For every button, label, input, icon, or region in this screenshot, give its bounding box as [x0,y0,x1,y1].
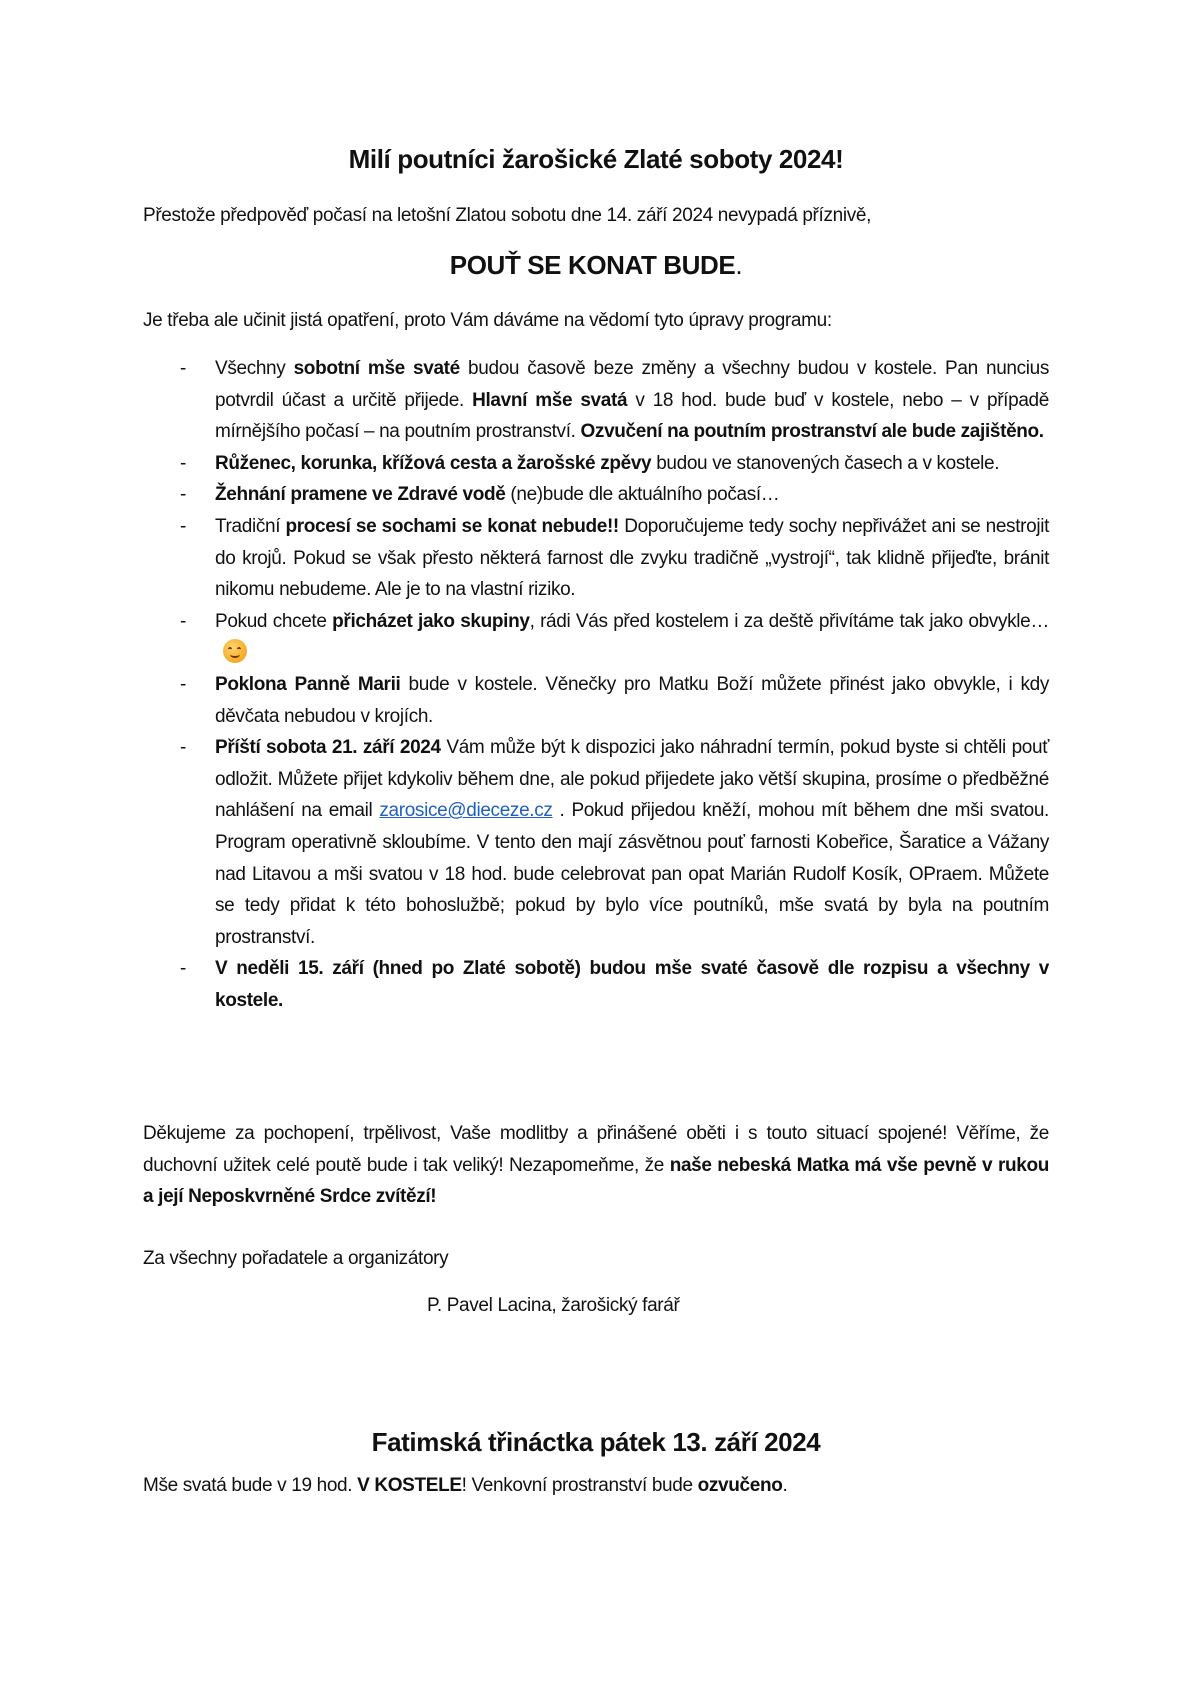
text: Vám může být k dispozici jako náhradní termín, pokud byste si chtěli pouť odložit. Můžete přijet kdykoliv během dne, ale pokud přijedete jako větší skupina, prosíme o předběžné nahlášení na email [215,737,1049,822]
section-title-fatima: Fatimská třináctka pátek 13. září 2024 [371,1427,821,1457]
bullet-dash: - [180,673,186,695]
bullet-dash: - [180,737,186,759]
list-item [143,511,1049,606]
bold-text: přicházet jako skupiny [332,610,530,632]
list-item [143,353,1049,448]
bullet-dash: - [180,452,186,474]
bullet-dash: - [180,958,186,980]
fatima-paragraph [143,1470,1049,1502]
text: . [782,1475,788,1496]
text: ! Venkovní prostranství bude [461,1475,698,1496]
bold-text: Hlavní mše svatá [472,389,628,411]
bold-text: Poklona Panně Marii [215,673,401,695]
signature: P. Pavel Lacina, žarošický farář [427,1295,680,1316]
banner-text: POUŤ SE KONAT BUDE [449,250,736,280]
bold-text: V KOSTELE [357,1475,462,1496]
email-link[interactable]: zarosice@dieceze.cz [379,800,553,822]
announcement-banner [143,250,1049,281]
intro-paragraph: Přestože předpověď počasí na letošní Zlatou sobotu dne 14. září 2024 nevypadá příznivě, [143,205,871,226]
bullet-dash: - [180,484,186,506]
text: Mše svatá bude v 19 hod. [143,1475,358,1496]
bullet-dash: - [180,610,186,632]
list-item [143,669,1049,732]
main-title: Milí poutníci žarošické Zlaté soboty 2024! [348,144,844,174]
banner-period: . [735,250,743,280]
text: budou časově beze změny a všechny budou v kostele. Pan nuncius potvrdil účast a určitě přijede. [215,358,1050,411]
text: budou ve stanovených časech a v kostele. [651,452,1000,474]
lead-paragraph: Je třeba ale učinit jistá opatření, proto Vám dáváme na vědomí tyto úpravy programu: [143,310,832,331]
bold-text: sobotní mše svaté [293,358,460,379]
list-item [143,953,1049,1016]
text: (ne)bude dle aktuálního počasí… [505,484,780,506]
list-item [143,448,1049,480]
bold-text: ozvučeno [697,1475,783,1496]
bullet-dash: - [180,358,186,379]
smiling-face-icon [223,639,247,663]
bold-text: Růženec, korunka, křížová cesta a žarošské zpěvy [215,452,652,474]
bold-text: procesí se sochami se konat nebude!! [285,515,619,537]
text: Všechny [215,358,294,379]
text: , rádi Vás před kostelem i za deště přivítáme tak jako obvykle… [529,610,1049,632]
list-item [143,479,1049,511]
bold-text: V neděli 15. září (hned po Zlaté sobotě) budou mše svaté časově dle rozpisu a všechny v kostele. [215,958,1049,1011]
text: Doporučujeme tedy sochy nepřivážet ani se nestrojit do krojů. Pokud se však přesto některá farnost dle zvyku tradičně „vystrojí“, tak klidně přijeďte, bránit nikomu nebudeme. Ale je to na vlastní riziko. [215,515,1049,601]
bold-text: Žehnání pramene ve Zdravé vodě [215,484,506,506]
text: v 18 hod. bude buď v kostele, nebo – v případě mírnějšího počasí – na poutním prostranství. [215,389,1049,443]
text: . Pokud přijedou kněží, mohou mít během dne mši svatou. Program operativně skloubíme. V tento den mají zásvětnou pouť farnosti Kobeřice, Šaratice a Vážany nad Litavou a mši svatou v 18 hod. bude celebrovat pan opat Marián Rudolf Kosík, OPraem. Můžete se tedy přidat k této bohoslužbě; pokud by bylo více poutníků, mše svatá by byla na poutním prostranství. [215,800,1049,948]
thanks-paragraph [143,1118,1049,1213]
bold-text: naše nebeská Matka má vše pevně v rukou a její Neposkvrněné Srdce zvítězí! [143,1154,1049,1208]
program-changes-list [143,353,1049,1016]
text: Pokud chcete [215,610,333,632]
bullet-dash: - [180,515,186,537]
text: Tradiční [215,515,286,537]
bold-text: Ozvučení na poutním prostranství ale bude zajištěno. [580,421,1044,443]
closing-line: Za všechny pořadatele a organizátory [143,1248,449,1269]
bold-text: Příští sobota 21. září 2024 [215,737,441,759]
list-item [143,732,1049,953]
text: Děkujeme za pochopení, trpělivost, Vaše modlitby a přinášené oběti i s touto situací spojené! Věříme, že duchovní užitek celé poutě bude i tak veliký! Nezapomeňme, že [143,1123,1049,1176]
text: bude v kostele. Věnečky pro Matku Boží můžete přinést jako obvykle, i kdy děvčata nebudou v krojích. [215,673,1049,727]
list-item [143,606,1049,669]
